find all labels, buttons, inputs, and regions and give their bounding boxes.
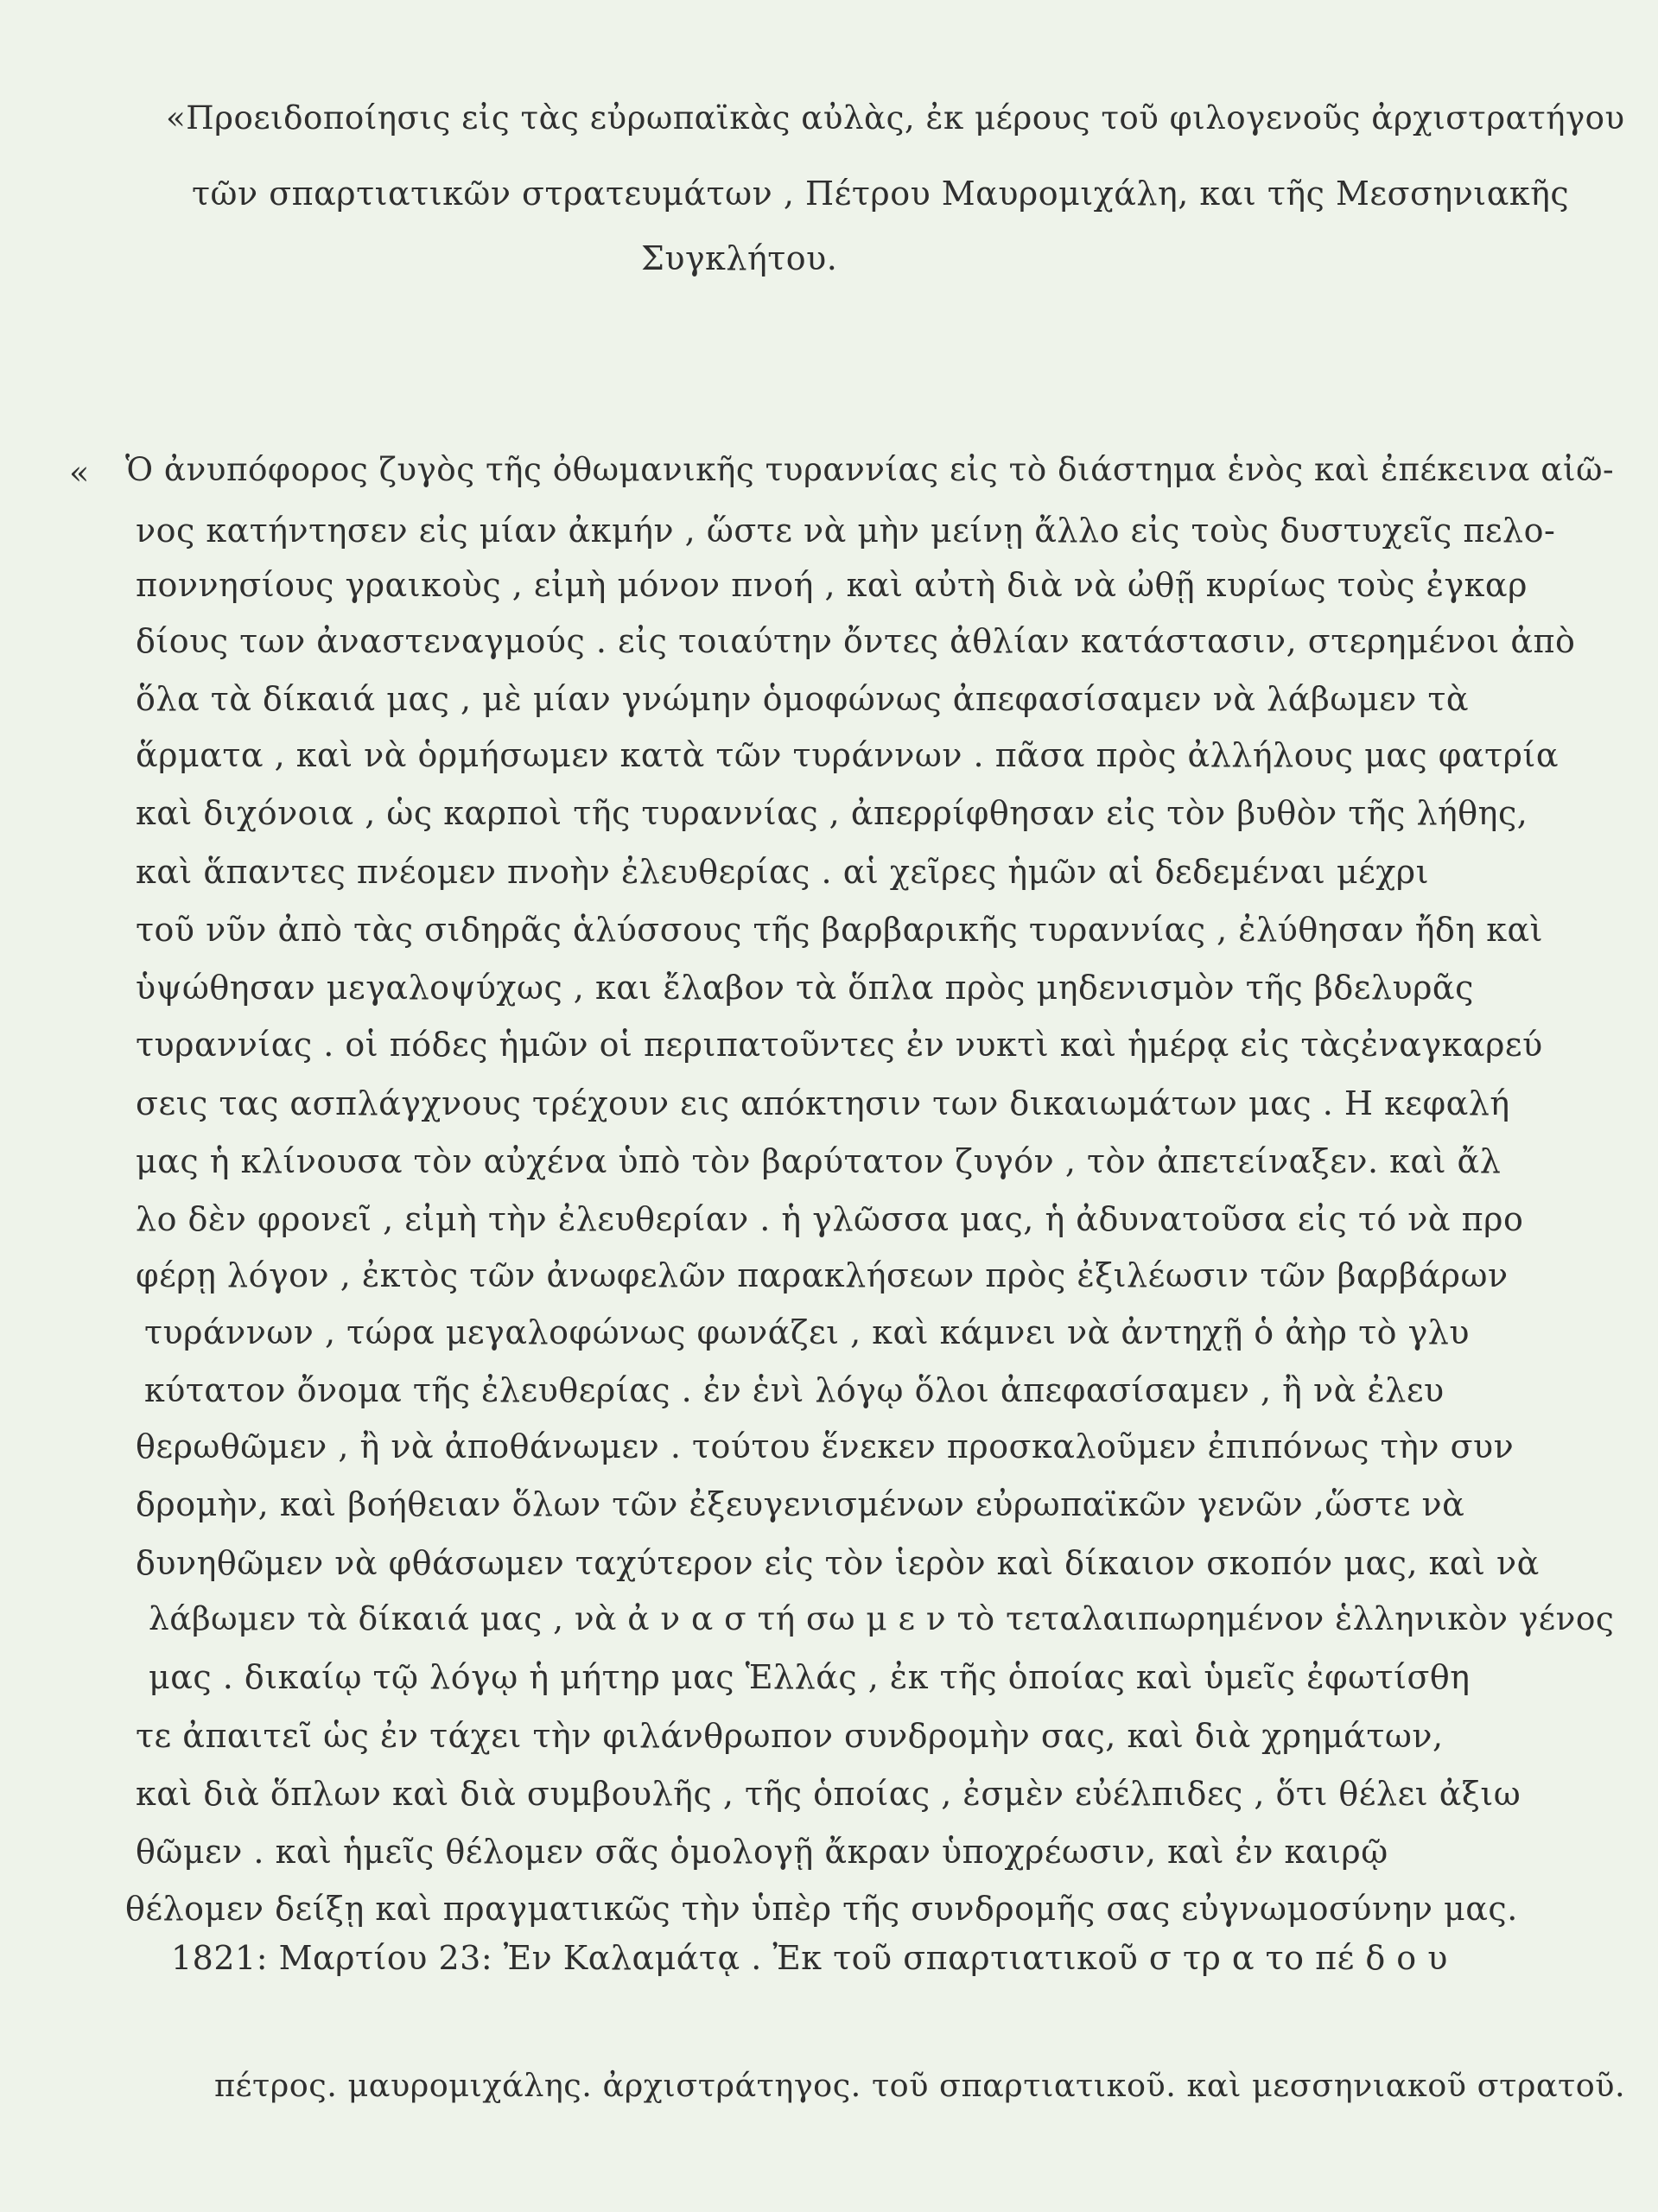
body-line: θέλομεν δείξῃ καὶ πραγματικῶς τὴν ὑπὲρ τῆς συνδρομῆς σας εὐγνωμοσύνην μας. bbox=[125, 1890, 1518, 1928]
body-line: σεις τας ασπλάγχνους τρέχουν εις απόκτησιν των δικαιωμάτων μας . Η κεφαλή bbox=[136, 1084, 1510, 1122]
body-line: καὶ διὰ ὅπλων καὶ διὰ συμβουλῆς , τῆς ὁποίας , ἐσμὲν εὐέλπιδες , ὅτι θέλει ἀξιω bbox=[136, 1775, 1521, 1813]
body-line: θῶμεν . καὶ ἡμεῖς θέλομεν σᾶς ὁμολογῇ ἄκραν ὑποχρέωσιν, καὶ ἐν καιρῷ bbox=[136, 1833, 1388, 1871]
body-line: θερωθῶμεν , ἢ νὰ ἀποθάνωμεν . τούτου ἕνεκεν προσκαλοῦμεν ἐπιπόνως τὴν συν bbox=[136, 1427, 1515, 1465]
body-line: ὅλα τὰ δίκαιά μας , μὲ μίαν γνώμην ὁμοφώνως ἀπεφασίσαμεν νὰ λάβωμεν τὰ bbox=[136, 680, 1470, 718]
header-line-1: «Προειδοποίησις εἰς τὰς εὐρωπαϊκὰς αὐλὰς, ἐκ μέρους τοῦ φιλογενοῦς ἀρχιστρατήγου bbox=[166, 99, 1625, 137]
body-line: ἅρματα , καὶ νὰ ὁρμήσωμεν κατὰ τῶν τυράννων . πᾶσα πρὸς ἀλλήλους μας φατρία bbox=[136, 736, 1559, 774]
body-line: τυραννίας . οἱ πόδες ἡμῶν οἱ περιπατοῦντες ἐν νυκτὶ καὶ ἡμέρᾳ εἰς τὰςἐναγκαρεύ bbox=[136, 1026, 1543, 1064]
header-line-3: Συγκλήτου. bbox=[641, 239, 838, 277]
opening-quote-mark: « bbox=[69, 454, 90, 492]
body-line: μας ἡ κλίνουσα τὸν αὐχένα ὑπὸ τὸν βαρύτατον ζυγόν , τὸν ἀπετείναξεν. καὶ ἄλ bbox=[136, 1142, 1502, 1180]
body-line: ποννησίους γραικοὺς , εἰμὴ μόνον πνοή , καὶ αὐτὴ διὰ νὰ ὠθῇ κυρίως τοὺς ἐγκαρ bbox=[136, 566, 1528, 604]
body-line: λάβωμεν τὰ δίκαιά μας , νὰ ἀ ν α σ τή σω μ ε ν τὸ τεταλαιπωρημένον ἑλληνικὸν γένος bbox=[149, 1599, 1615, 1637]
body-line: λο δὲν φρονεῖ , εἰμὴ τὴν ἐλευθερίαν . ἡ γλῶσσα μας, ἡ ἀδυνατοῦσα εἰς τό νὰ προ bbox=[136, 1200, 1524, 1238]
body-line: κύτατον ὄνομα τῆς ἐλευθερίας . ἐν ἑνὶ λόγῳ ὅλοι ἀπεφασίσαμεν , ἢ νὰ ἐλευ bbox=[144, 1371, 1445, 1409]
body-line: φέρῃ λόγον , ἐκτὸς τῶν ἀνωφελῶν παρακλήσεων πρὸς ἐξιλέωσιν τῶν βαρβάρων bbox=[136, 1256, 1509, 1294]
body-line: δρομὴν, καὶ βοήθειαν ὅλων τῶν ἐξευγενισμένων εὐρωπαϊκῶν γενῶν ,ὥστε νὰ bbox=[136, 1485, 1465, 1523]
body-line: τοῦ νῦν ἀπὸ τὰς σιδηρᾶς ἁλύσσους τῆς βαρβαρικῆς τυραννίας , ἐλύθησαν ἤδη καὶ bbox=[136, 911, 1544, 949]
body-line: δυνηθῶμεν νὰ φθάσωμεν ταχύτερον εἰς τὸν ἱερὸν καὶ δίκαιον σκοπόν μας, καὶ νὰ bbox=[136, 1544, 1540, 1582]
body-line: καὶ διχόνοια , ὡς καρποὶ τῆς τυραννίας , ἀπερρίφθησαν εἰς τὸν βυθὸν τῆς λήθης, bbox=[136, 794, 1528, 832]
body-line: νος κατήντησεν εἰς μίαν ἀκμήν , ὥστε νὰ μὴν μείνῃ ἄλλο εἰς τοὺς δυστυχεῖς πελο- bbox=[136, 512, 1556, 550]
signature: πέτρος. μαυρομιχάλης. ἀρχιστράτηγος. τοῦ σπαρτιατικοῦ. καὶ μεσσηνιακοῦ στρατοῦ. bbox=[214, 2067, 1626, 2104]
body-line: τυράννων , τώρα μεγαλοφώνως φωνάζει , καὶ κάμνει νὰ ἀντηχῇ ὁ ἀὴρ τὸ γλυ bbox=[144, 1313, 1470, 1351]
dateline: 1821: Μαρτίου 23: Ἐν Καλαμάτᾳ . Ἐκ τοῦ σπαρτιατικοῦ σ τρ α το πέ δ ο υ bbox=[171, 1939, 1448, 1977]
header-line-2: τῶν σπαρτιατικῶν στρατευμάτων , Πέτρου Μαυρομιχάλη, και τῆς Μεσσηνιακῆς bbox=[192, 175, 1570, 213]
body-line: Ὁ ἀνυπόφορος ζυγὸς τῆς ὀθωμανικῆς τυραννίας εἰς τὸ διάστημα ἑνὸς καὶ ἐπέκεινα αἰῶ- bbox=[125, 450, 1615, 488]
body-line: καὶ ἅπαντες πνέομεν πνοὴν ἐλευθερίας . αἱ χεῖρες ἡμῶν αἱ δεδεμέναι μέχρι bbox=[136, 853, 1430, 891]
body-line: μας . δικαίῳ τῷ λόγῳ ἡ μήτηρ μας Ἑλλάς , ἐκ τῆς ὁποίας καὶ ὑμεῖς ἐφωτίσθη bbox=[149, 1658, 1471, 1696]
body-line: δίους των ἀναστεναγμούς . εἰς τοιαύτην ὄντες ἀθλίαν κατάστασιν, στερημένοι ἀπὸ bbox=[136, 622, 1576, 660]
body-line: ὑψώθησαν μεγαλοψύχως , και ἔλαβον τὰ ὅπλα πρὸς μηδενισμὸν τῆς βδελυρᾶς bbox=[136, 969, 1474, 1007]
body-line: τε ἀπαιτεῖ ὡς ἐν τάχει τὴν φιλάνθρωπον συνδρομὴν σας, καὶ διὰ χρημάτων, bbox=[136, 1717, 1444, 1755]
